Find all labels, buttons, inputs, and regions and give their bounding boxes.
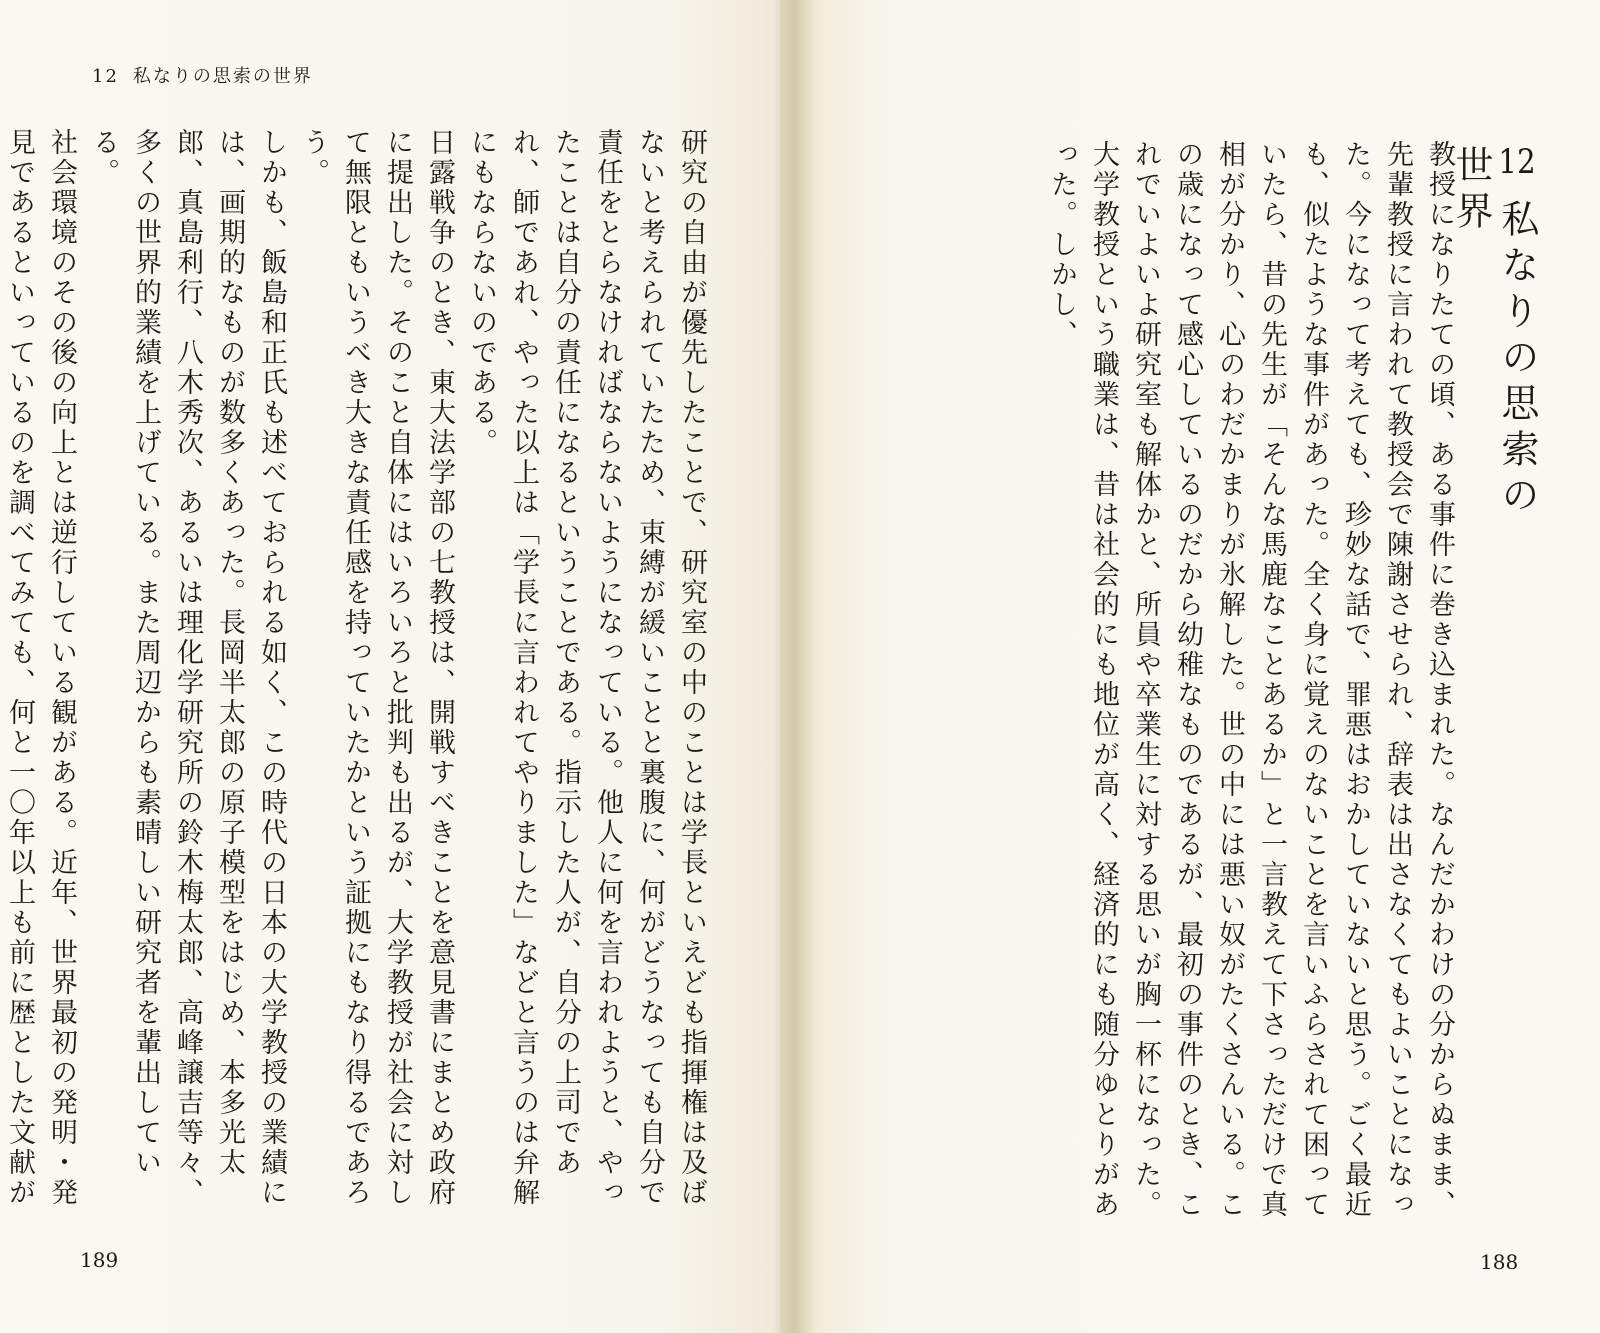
paragraph: 大学教授という職業は、昔は社会的にも地位が高く、経済的にも随分ゆとりがあった。しかし、 [1046, 140, 1119, 1220]
paragraph: 社会環境のその後の向上とは逆行している観がある。近年、世界最初の発明・発見であるといっているのを調べてみても、何と一〇年以上も前に歴とした文献が [4, 128, 77, 1208]
chapter-number: 12 [1498, 145, 1536, 179]
page-number-left: 189 [80, 1248, 119, 1272]
paragraph: しかも、飯島和正氏も述べておられる如く、この時代の日本の大学教授の業績には、画期的なものが数多くあった。長岡半太郎の原子模型をはじめ、本多光太郎、真島利行、八木秀次、あるいは理化学研究所の鈴木梅太郎、高峰譲吉等々、多くの世界的業績を上げている。また周辺からも素晴しい研究者を輩出している。 [88, 128, 287, 1208]
gutter [772, 0, 816, 1333]
left-page [0, 0, 780, 1333]
left-page-body [4, 128, 712, 1228]
running-head-title: 私なりの思索の世界 [132, 66, 313, 87]
paragraph: 教授になりたての頃、ある事件に巻き込まれた。なんだかわけの分からぬまま、先輩教授に言われて教授会で陳謝させられ、辞表は出さなくてもよいことになった。今になって考えても、珍妙な話で、罪悪はおかしていないと思う。ごく最近も、似たような事件があった。全く身に覚えのないことを言いふらされて困っていたら、昔の先生が「そんな馬鹿なことあるか」と一言教えて下さっただけで真相が分かり、心のわだかまりが氷解した。世の中には悪い奴がたくさんいる。この歳になって感心しているのだから幼稚なものであるが、最初の事件のとき、これでいよいよ研究室も解体かと、所員や卒業生に対する思いが胸一杯になった。 [1130, 140, 1455, 1220]
chapter-title: 私なりの思索の世界 [1449, 145, 1539, 522]
page-number-right: 188 [1480, 1250, 1519, 1274]
right-page-body [1046, 140, 1460, 1240]
paragraph: 研究の自由が優先したことで、研究室の中のことは学長といえども指揮権は及ばないと考えられていたため、束縛が緩いことと裏腹に、何がどうなっても自分で責任をとらなければならないようになっている。他人に何を言われようと、やったことは自分の責任になるということである。指示した人が、自分の上司であれ、師であれ、やった以上は「学長に言われてやりました」などと言うのは弁解にもならないのである。 [466, 128, 707, 1208]
running-head [92, 62, 313, 88]
chapter-heading [1448, 145, 1540, 545]
paragraph: 日露戦争のとき、東大法学部の七教授は、開戦すべきことを意見書にまとめ政府に提出した。そのこと自体にはいろいろと批判も出るが、大学教授が社会に対して無限ともいうべき大きな責任感を持っていたかという証拠にもなり得るであろう。 [298, 128, 455, 1208]
running-head-number: 12 [92, 66, 119, 87]
